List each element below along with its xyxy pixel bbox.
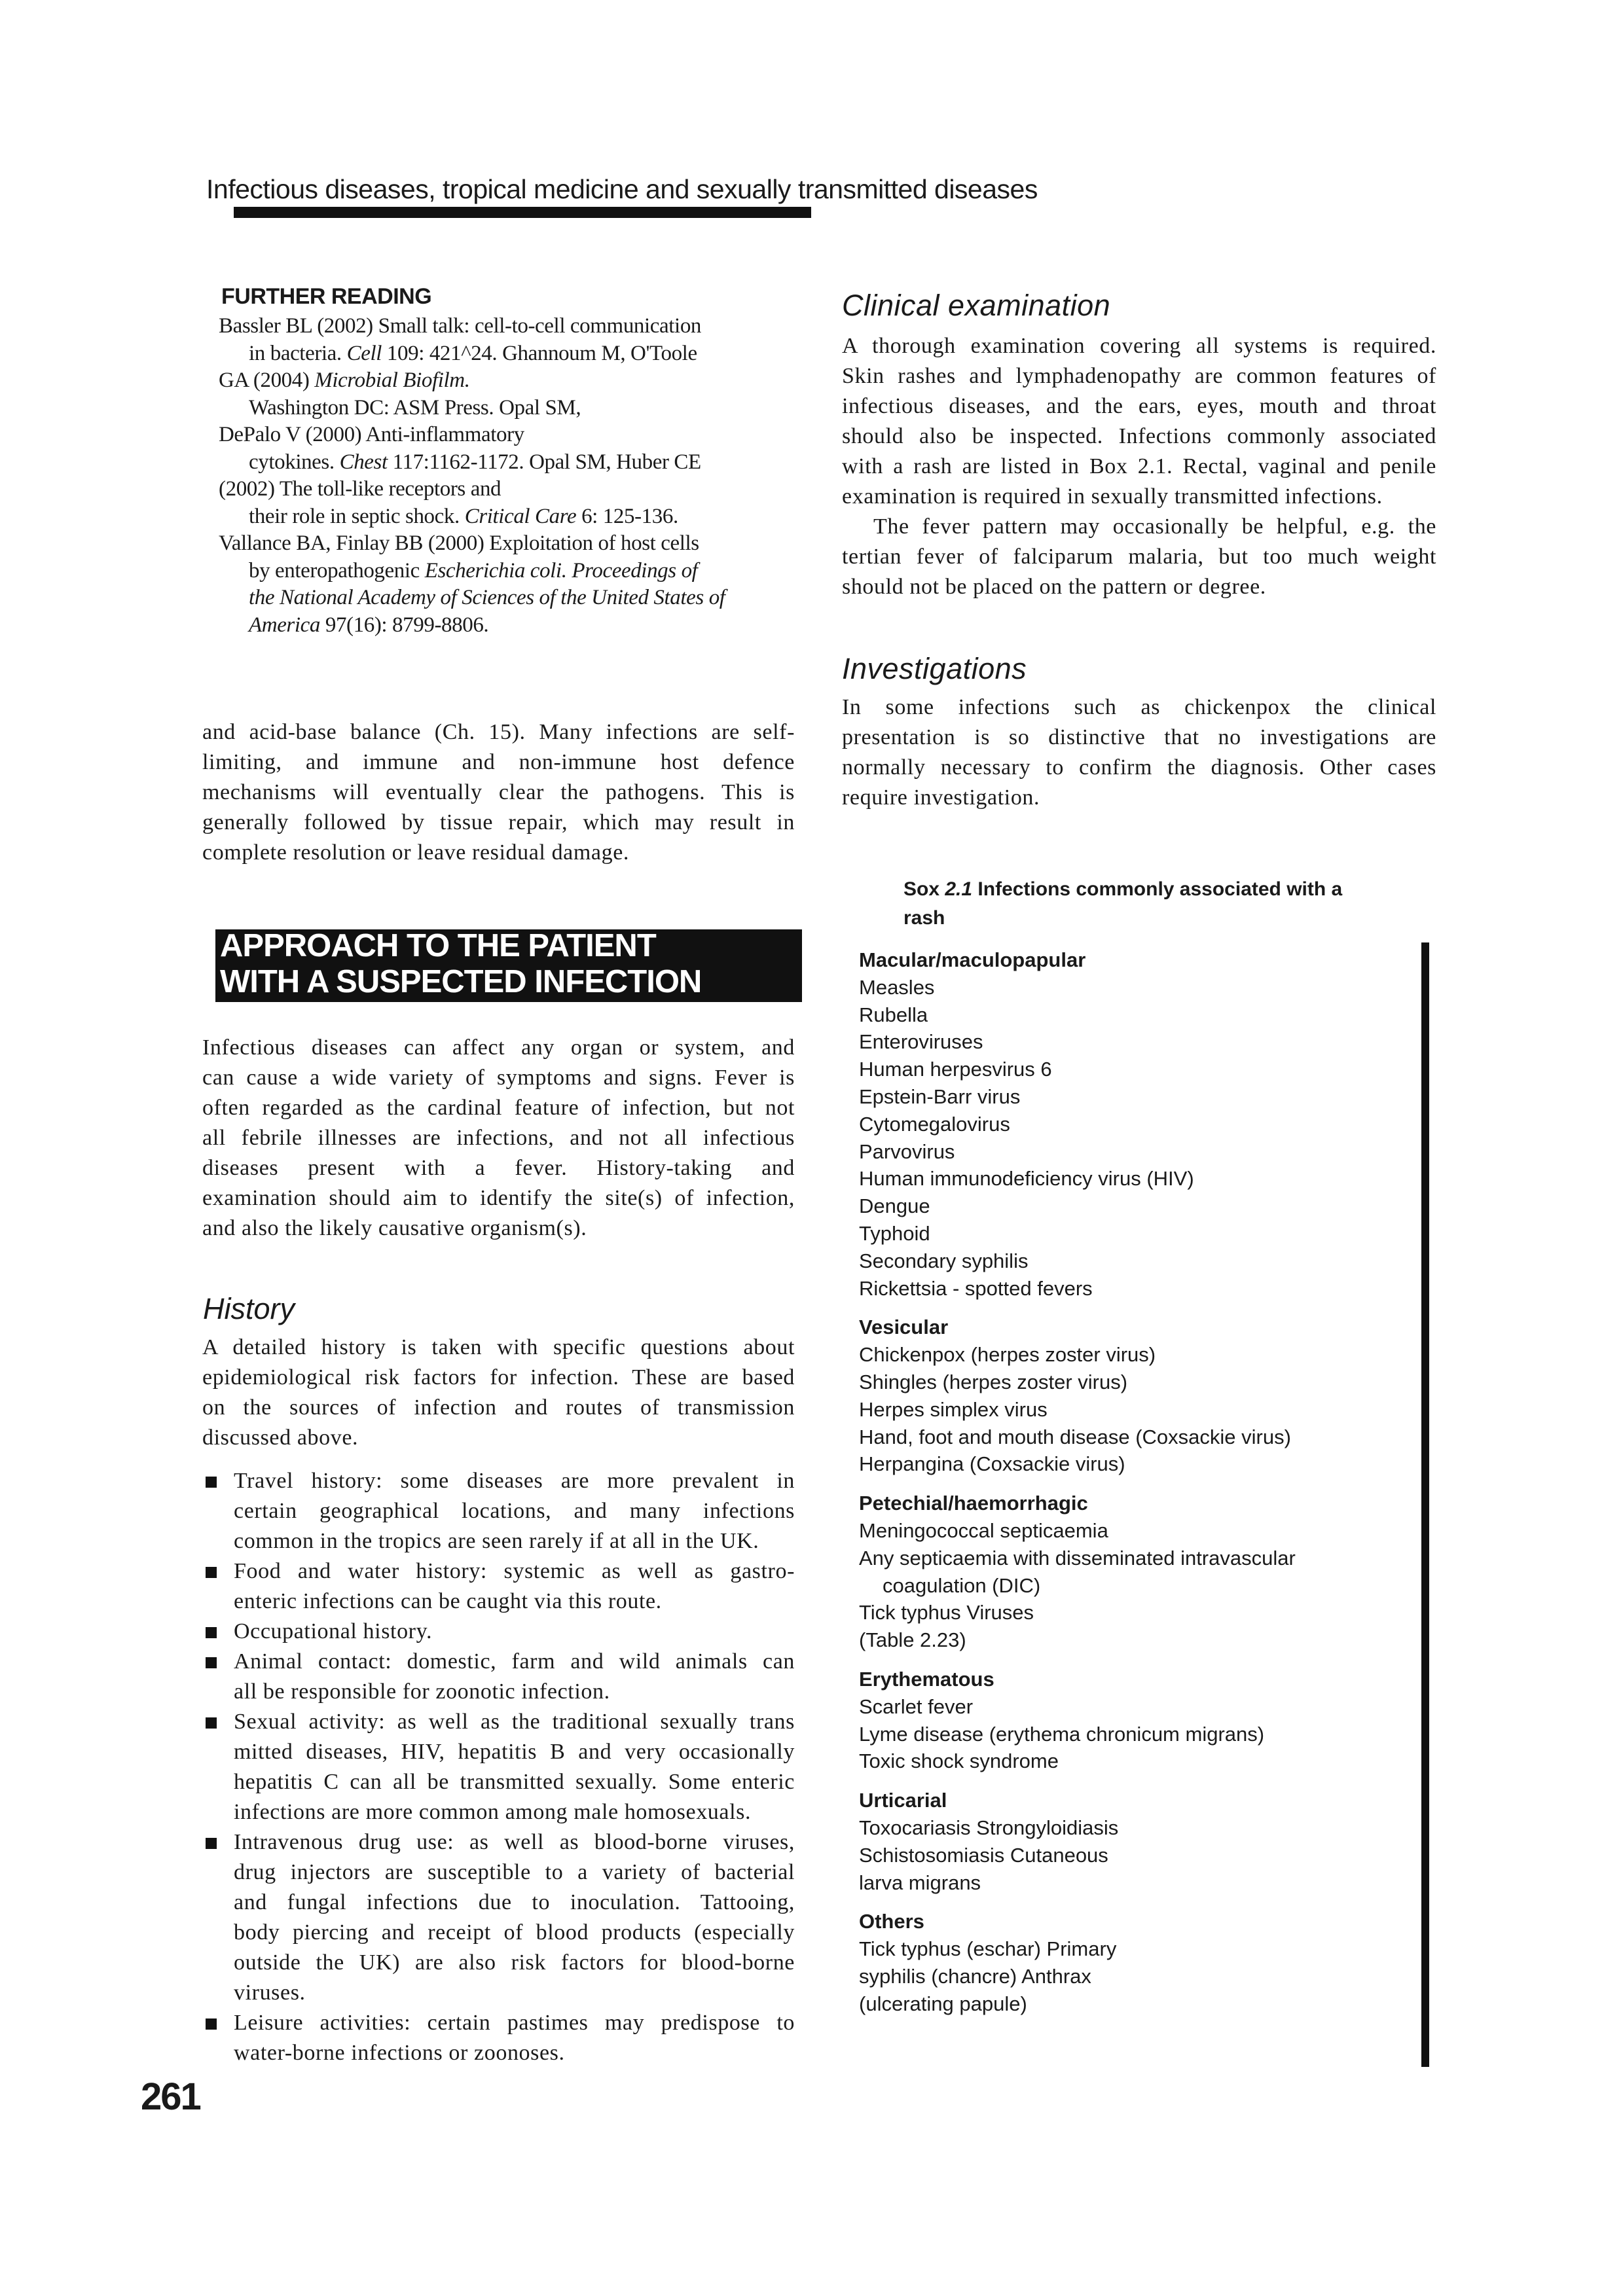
list-item: Shingles (herpes zoster virus) (859, 1370, 1128, 1393)
list-item: Animal contact: domestic, farm and wild animals can all be responsible for zoonotic infection. (202, 1647, 795, 1707)
list-item: Toxic shock syndrome (859, 1749, 1059, 1773)
list-item: Tick typhus (eschar) Primary (859, 1937, 1117, 1961)
list-item: Meningococcal septicaemia (859, 1518, 1108, 1542)
list-item: Human immunodeficiency virus (HIV) (859, 1167, 1194, 1191)
bullet-square-icon (206, 1717, 217, 1729)
bullet-square-icon (206, 1477, 217, 1488)
header-rule (234, 207, 811, 218)
further-reading-list (219, 313, 808, 639)
investigations-heading: Investigations (842, 652, 1027, 685)
list-item: Hand, foot and mouth disease (Coxsackie virus) (859, 1425, 1291, 1448)
reference-line: Bassler BL (2002) Small talk: cell-to-cell communication (219, 314, 702, 338)
bullet-square-icon (206, 2018, 217, 2030)
history-bullet-list (202, 1466, 795, 2068)
rash-group: Urticarial Toxocariasis Strongyloidiasis Schistosomiasis Cutaneous larva migrans (859, 1787, 1422, 1896)
running-head: Infectious diseases, tropical medicine and sexually transmitted diseases (206, 174, 1038, 204)
list-item: Scarlet fever (859, 1695, 974, 1718)
list-item: Any septicaemia with disseminated intravascular (859, 1546, 1296, 1570)
reference-line: America 97(16): 8799-8806. (249, 613, 489, 637)
list-item: Schistosomiasis Cutaneous (859, 1843, 1108, 1867)
rash-group: Others Tick typhus (eschar) Primary syphilis (chancre) Anthrax (ulcerating papule) (859, 1908, 1422, 2017)
rash-group: Petechial/haemorrhagic Meningococcal septicaemia Any septicaemia with disseminated intravascular coagulation (DIC) Tick typhus Viruses (Table 2.23) (859, 1490, 1422, 1654)
investigations-paragraph: In some infections such as chickenpox the clinical presentation is so distinctive that no investigations are normally necessary to confirm the diagnosis. Other cases require investigation. (842, 695, 1436, 810)
list-item: Herpes simplex virus (859, 1397, 1048, 1421)
list-item: Herpangina (Coxsackie virus) (859, 1452, 1125, 1476)
clinical-examination-heading: Clinical examination (842, 289, 1111, 322)
rash-infection-list (859, 946, 1422, 2029)
list-item: (Table 2.23) (859, 1628, 966, 1652)
rash-group: Macular/maculopapular Measles Rubella Enteroviruses Human herpesvirus 6 Epstein-Barr virus Cytomegalovirus Parvovirus Human immunodeficiency virus (HIV) Dengue Typhoid Secondary syphilis Rickettsia - spotted fevers (859, 946, 1422, 1302)
approach-paragraph: Infectious diseases can affect any organ or system, and can cause a wide variety of symptoms and signs. Fever is often regarded as the cardinal feature of infection, but not all febrile illnesses are infections, and not all infectious diseases present with a fever. History-taking and examination should aim to identify the site(s) of infection, and also the likely causative organism(s). (202, 1035, 795, 1240)
reference-line: in bacteria. Cell 109: 421^24. Ghannoum M, O'Toole (249, 341, 697, 365)
reference-line: their role in septic shock. Critical Care 6: 125-136. (249, 504, 678, 528)
reference-line: Washington DC: ASM Press. Opal SM, (249, 395, 581, 420)
list-item: Epstein-Barr virus (859, 1085, 1021, 1108)
list-item: Toxocariasis Strongyloidiasis (859, 1816, 1119, 1839)
page-number: 261 (141, 2075, 200, 2118)
box-title: Sox 2.1 Infections commonly associated with a rash (903, 878, 1343, 929)
intro-paragraph: and acid-base balance (Ch. 15). Many infections are self- limiting, and immune and non-immune host defence mechanisms will eventually clear the pathogens. This is generally followed by tissue repair, which may result in complete resolution or leave residual damage. (202, 720, 795, 865)
list-item: Lyme disease (erythema chronicum migrans) (859, 1722, 1265, 1746)
reference-line: (2002) The toll-like receptors and (219, 477, 501, 501)
clinical-examination-paragraph: A thorough examination covering all systems is required. Skin rashes and lymphadenopathy are common features of infectious diseases, and the ears, eyes, mouth and throat should also be inspected. Infections commonly associated with a rash are listed in Box 2.1. Rectal, vaginal and penile examination is required in sexually transmitted infections. The fever pattern may occasionally be helpful, e.g. the tertian fever of falciparum malaria, but too much weight should not be placed on the pattern or degree. (842, 334, 1436, 599)
list-item: Tick typhus Viruses (859, 1601, 1034, 1624)
section-heading: APPROACH TO THE PATIENT WITH A SUSPECTED INFECTION (220, 928, 702, 999)
list-item: Occupational history. (202, 1617, 795, 1647)
list-item: Enteroviruses (859, 1030, 983, 1054)
history-paragraph: A detailed history is taken with specific questions about epidemiological risk factors for infection. These are based on the sources of infection and routes of transmission discussed above. (202, 1335, 795, 1450)
list-item: Dengue (859, 1194, 930, 1218)
list-item: Measles (859, 975, 935, 999)
rash-group: Erythematous Scarlet fever Lyme disease (erythema chronicum migrans) Toxic shock syndrome (859, 1666, 1422, 1775)
bullet-square-icon (206, 1567, 217, 1578)
list-item: larva migrans (859, 1871, 981, 1894)
reference-line: DePalo V (2000) Anti-inflammatory (219, 423, 524, 446)
reference-line: GA (2004) Microbial Biofilm. (219, 368, 470, 392)
reference-line: by enteropathogenic Escherichia coli. Proceedings of (249, 558, 698, 583)
list-item: Rickettsia - spotted fevers (859, 1276, 1093, 1300)
box-side-rule (1421, 942, 1429, 2067)
reference-line: Vallance BA, Finlay BB (2000) Exploitation of host cells (219, 531, 699, 555)
bullet-square-icon (206, 1627, 217, 1638)
list-item: Food and water history: systemic as well as gastro- enteric infections can be caught via this route. (202, 1556, 795, 1617)
bullet-square-icon (206, 1657, 217, 1668)
list-item: Travel history: some diseases are more prevalent in certain geographical locations, and many infections common in the tropics are seen rarely if at all in the UK. (202, 1466, 795, 1556)
further-reading-title: FURTHER READING (221, 284, 432, 309)
reference-line: cytokines. Chest 117:1162-1172. Opal SM, Huber CE (249, 450, 701, 474)
list-item: Cytomegalovirus (859, 1112, 1010, 1136)
list-item: Secondary syphilis (859, 1249, 1029, 1272)
list-item: Chickenpox (herpes zoster virus) (859, 1343, 1156, 1367)
list-item: Rubella (859, 1003, 928, 1026)
list-item: (ulcerating papule) (859, 1992, 1027, 2015)
list-item: Leisure activities: certain pastimes may predispose to water-borne infections or zoonoses. (202, 2008, 795, 2068)
list-item: coagulation (DIC) (883, 1573, 1041, 1597)
history-heading: History (203, 1292, 295, 1325)
list-item: Parvovirus (859, 1139, 955, 1163)
list-item: Typhoid (859, 1221, 930, 1245)
list-item: Intravenous drug use: as well as blood-borne viruses, drug injectors are susceptible to a variety of bacterial and fungal infections due to inoculation. Tattooing, body piercing and receipt of blood products (especially outside the UK) are also risk factors for blood-borne viruses. (202, 1827, 795, 2008)
rash-group: Vesicular Chickenpox (herpes zoster virus) Shingles (herpes zoster virus) Herpes simplex virus Hand, foot and mouth disease (Coxsackie virus) Herpangina (Coxsackie virus) (859, 1314, 1422, 1478)
list-item: Sexual activity: as well as the traditional sexually trans mitted diseases, HIV, hepatitis B and very occasionally hepatitis C can all be transmitted sexually. Some enteric infections are more common among male homosexuals. (202, 1707, 795, 1827)
reference-line: the National Academy of Sciences of the United States of (249, 586, 725, 609)
list-item: syphilis (chancre) Anthrax (859, 1964, 1091, 1988)
list-item: Human herpesvirus 6 (859, 1058, 1052, 1081)
bullet-square-icon (206, 1838, 217, 1849)
